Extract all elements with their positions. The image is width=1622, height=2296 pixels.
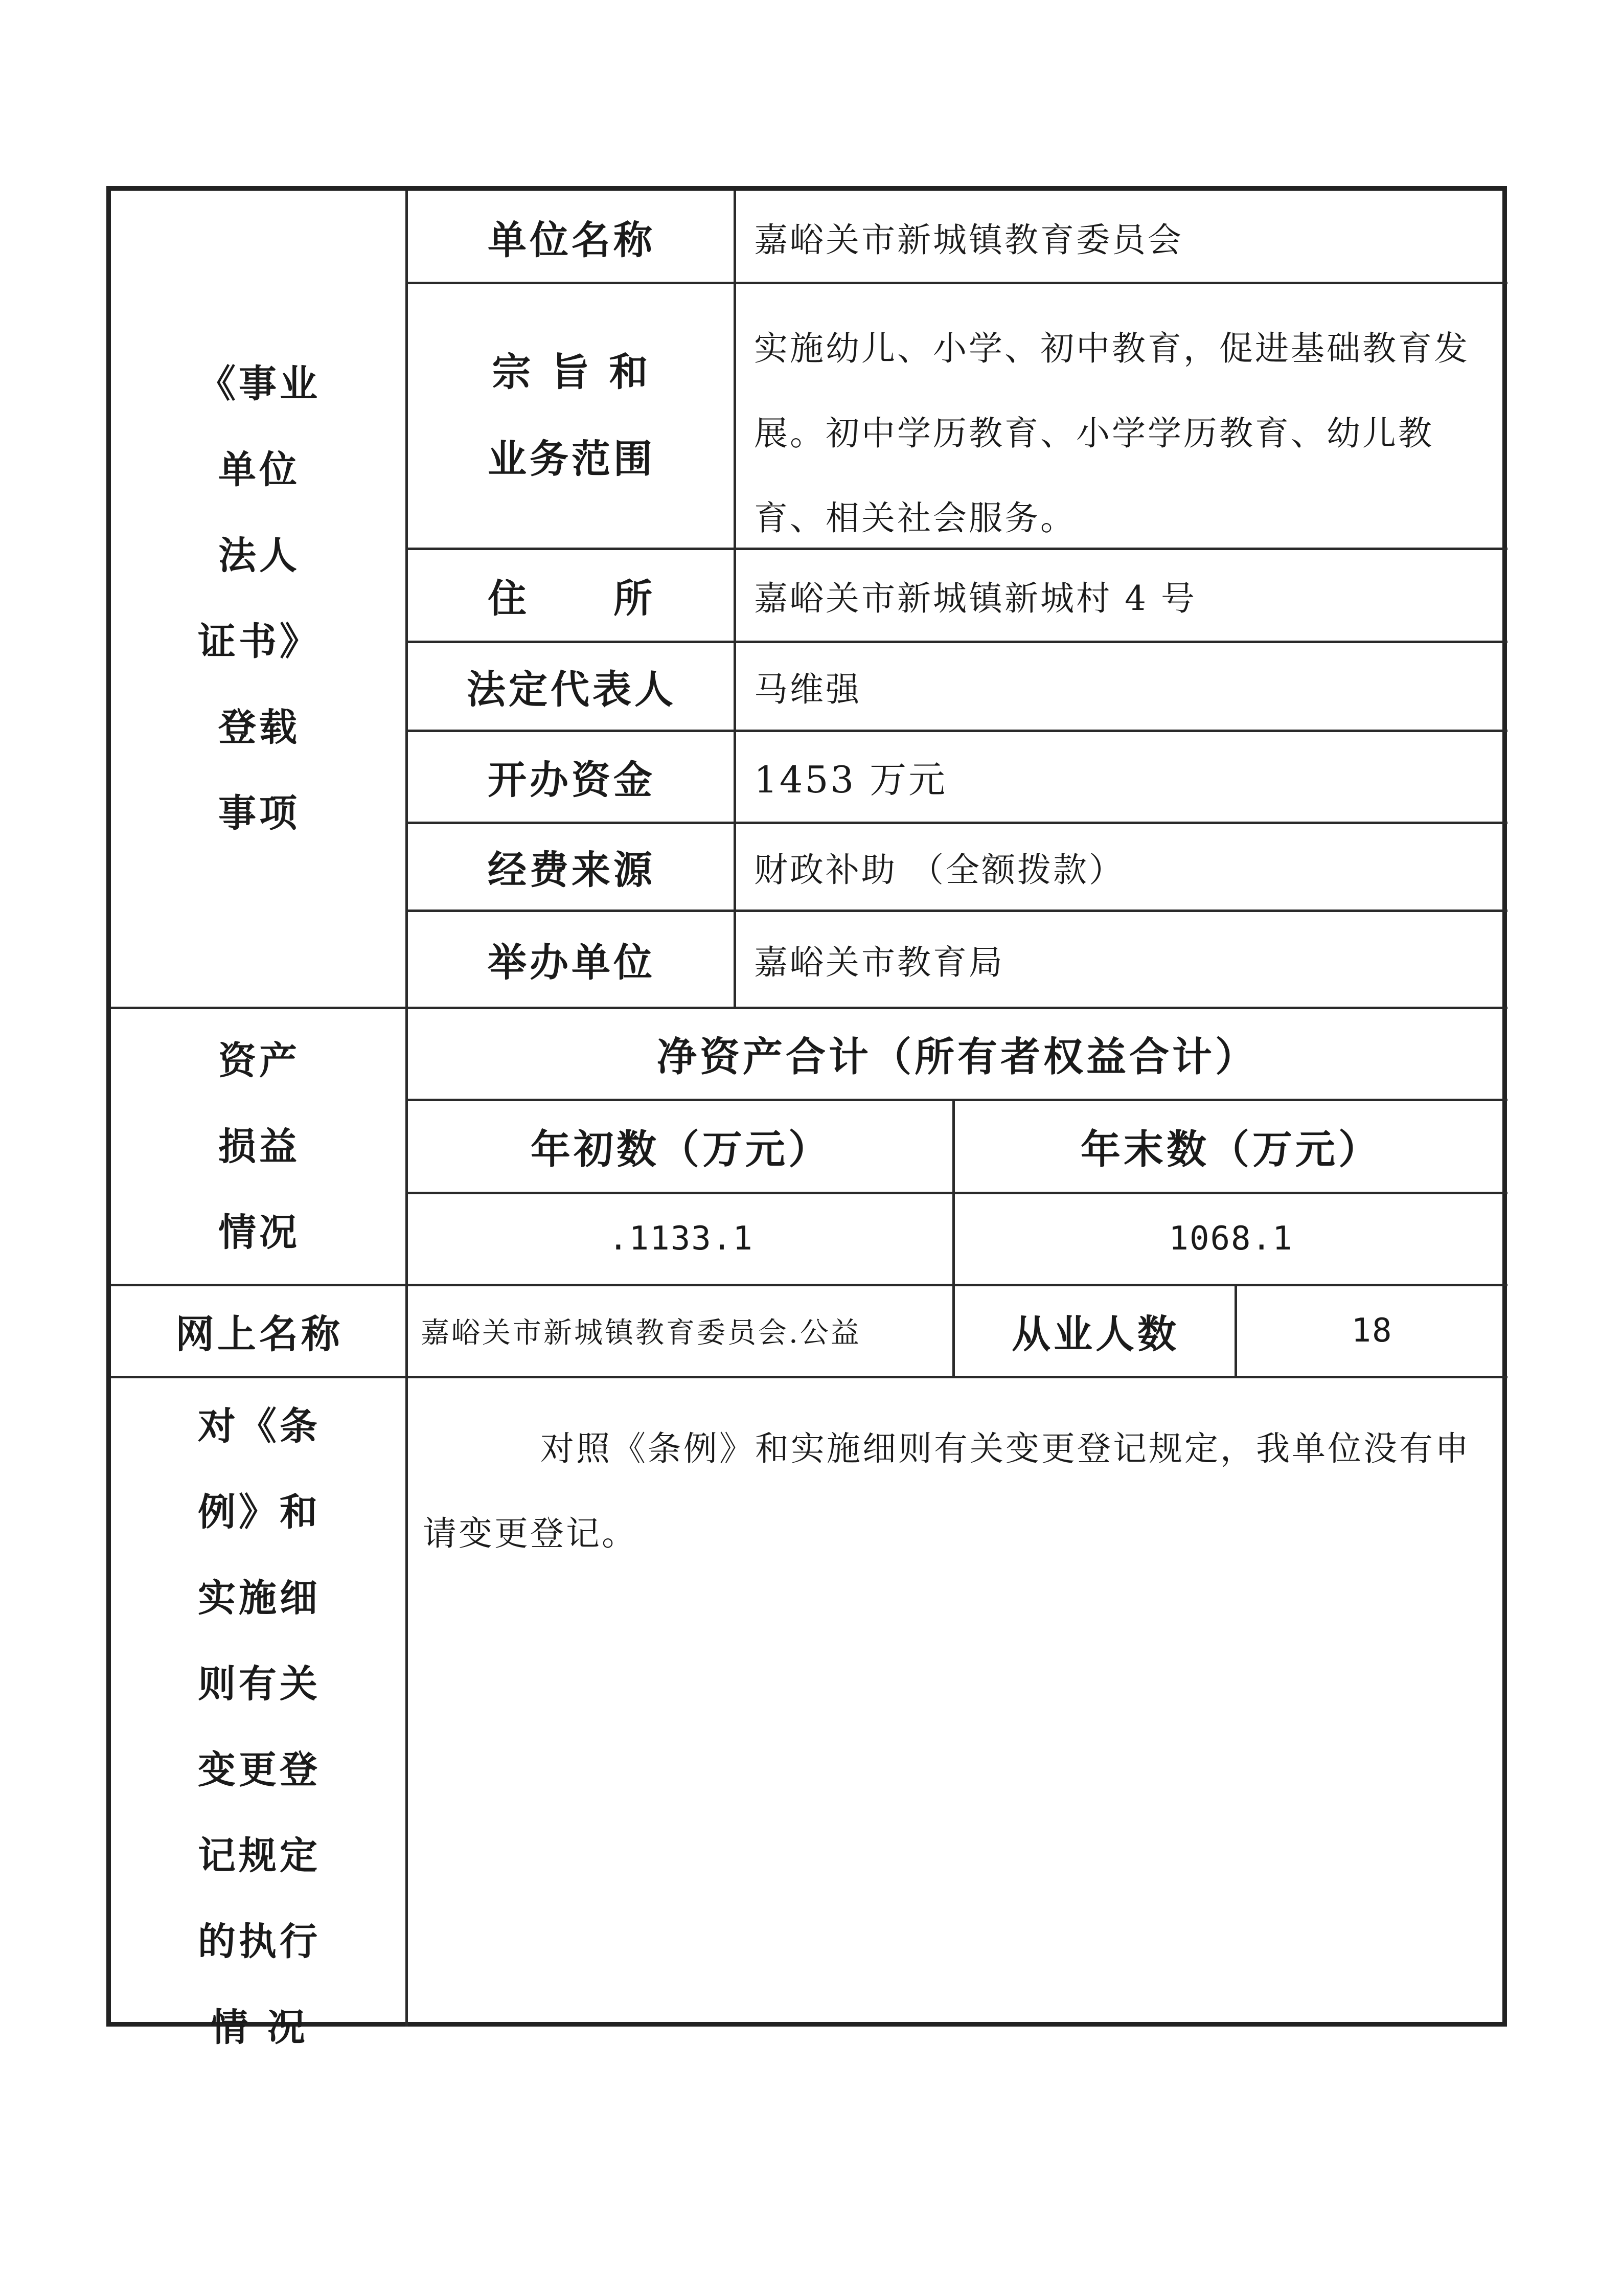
unit-name-label — [407, 191, 736, 283]
end-value — [954, 1193, 1507, 1285]
divider — [111, 1284, 1507, 1286]
purpose-label — [407, 283, 736, 549]
online-name-value-text: 嘉峪关市新城镇教育委员会.公益 — [421, 1316, 861, 1350]
address-label-text: 住 所 — [488, 575, 655, 621]
divider — [111, 1376, 1507, 1378]
divider — [1235, 1285, 1237, 1377]
legal-rep-label-text: 法定代表人 — [467, 666, 676, 712]
section-label-line: 事项 — [218, 791, 300, 835]
sponsor-label-text: 举办单位 — [488, 939, 655, 985]
section-label-line: 《事业 — [198, 362, 321, 406]
divider — [405, 191, 408, 2027]
capital-value — [736, 731, 1507, 823]
divider — [405, 1099, 1507, 1101]
unit-name-value-text: 嘉峪关市新城镇教育委员会 — [754, 220, 1183, 260]
section-label-line: 实施细 — [198, 1576, 321, 1620]
section-label-line: 法人 — [218, 534, 300, 578]
staff-label-text: 从业人数 — [1012, 1311, 1179, 1357]
online-name-label-text: 网上名称 — [175, 1311, 343, 1357]
legal-rep-label — [407, 642, 736, 731]
legal-rep-value-text: 马维强 — [754, 669, 861, 709]
divider — [734, 191, 736, 1008]
begin-value-text: .1133.1 — [608, 1220, 753, 1258]
section-label-line: 情况 — [218, 1210, 300, 1255]
section-label-line: 例》和 — [198, 1490, 321, 1534]
section-label-line: 的执行 — [198, 1920, 321, 1964]
divider — [405, 641, 1507, 643]
unit-name-value — [736, 191, 1507, 283]
address-label — [407, 549, 736, 642]
section-label-registration — [111, 191, 407, 1007]
compliance-text — [407, 1377, 1507, 2027]
address-value — [736, 549, 1507, 642]
purpose-label-line2: 业务范围 — [488, 436, 655, 482]
funding-value-text: 财政补助 （全额拨款） — [754, 850, 1125, 890]
divider — [405, 730, 1507, 732]
purpose-label-line1: 宗 旨 和 — [492, 349, 651, 395]
net-assets-header — [407, 1008, 1507, 1100]
unit-name-label-text: 单位名称 — [488, 217, 655, 263]
section-label-line: 情 况 — [210, 2006, 308, 2050]
divider — [405, 822, 1507, 824]
section-label-line: 证书》 — [198, 620, 321, 664]
legal-rep-value — [736, 642, 1507, 731]
divider — [405, 910, 1507, 912]
section-label-line: 单位 — [218, 448, 300, 492]
divider — [405, 282, 1507, 284]
funding-label-text: 经费来源 — [488, 847, 655, 893]
capital-label — [407, 731, 736, 823]
divider — [111, 1007, 1507, 1009]
end-value-text: 1068.1 — [1169, 1220, 1293, 1258]
funding-value — [736, 823, 1507, 911]
report-table — [106, 186, 1507, 2050]
end-label-text: 年末数（万元） — [1080, 1126, 1381, 1173]
purpose-value-text: 实施幼儿、小学、初中教育，促进基础教育发展。初中学历教育、小学学历教育、幼儿教育、相关社会服务。 — [754, 329, 1470, 538]
divider — [405, 1192, 1507, 1194]
divider — [405, 548, 1507, 550]
net-assets-header-text: 净资产合计（所有者权益合计） — [656, 1034, 1258, 1080]
section-label-line: 损益 — [218, 1124, 300, 1169]
compliance-text-body: 对照《条例》和实施细则有关变更登记规定，我单位没有申请变更登记。 — [423, 1429, 1471, 1553]
address-value-text: 嘉峪关市新城镇新城村 4 号 — [754, 578, 1197, 618]
section-label-line: 资产 — [218, 1038, 300, 1083]
section-label-line: 对《条 — [198, 1404, 321, 1448]
online-name-label — [111, 1286, 407, 1376]
staff-value — [1237, 1285, 1507, 1377]
end-label — [954, 1100, 1507, 1193]
section-label-line: 登载 — [218, 706, 300, 749]
sponsor-value — [736, 911, 1507, 1008]
begin-label-text: 年初数（万元） — [530, 1126, 831, 1173]
section-label-line: 变更登 — [198, 1748, 321, 1792]
sponsor-value-text: 嘉峪关市教育局 — [754, 942, 1004, 982]
sponsor-label — [407, 911, 736, 1008]
capital-label-text: 开办资金 — [488, 757, 655, 803]
capital-value-text: 1453 万元 — [754, 758, 948, 801]
staff-label — [954, 1285, 1237, 1377]
staff-value-text: 18 — [1351, 1312, 1393, 1350]
begin-label — [407, 1100, 954, 1193]
begin-value — [407, 1193, 954, 1285]
section-label-compliance — [111, 1378, 407, 2050]
purpose-value — [736, 283, 1507, 549]
funding-label — [407, 823, 736, 911]
divider — [952, 1100, 955, 1377]
section-label-line: 则有关 — [198, 1662, 321, 1706]
section-label-assets — [111, 1009, 407, 1284]
section-label-line: 记规定 — [198, 1834, 321, 1878]
online-name-value — [407, 1285, 954, 1377]
